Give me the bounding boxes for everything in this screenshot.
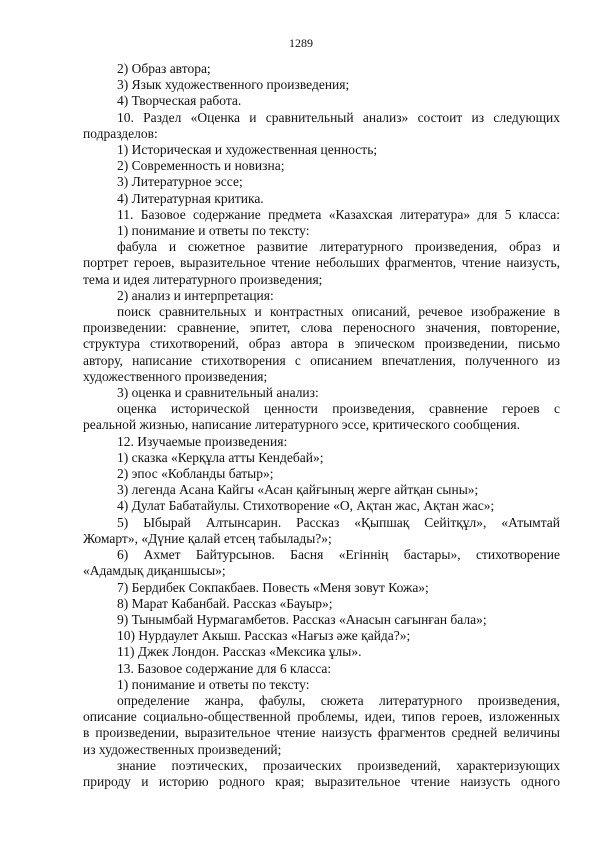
text-line: 3) легенда Асана Кайгы «Асан қайғының жерге айтқан сыны»; <box>117 482 479 498</box>
text-line: 1) Историческая и художественная ценность; <box>117 142 378 158</box>
text-line: 3) Язык художественного произведения; <box>117 77 350 93</box>
text-line: фабула и сюжетное развитие литературного произведения, образ и <box>117 239 560 255</box>
text-line: 3) Литературное эссе; <box>117 174 243 190</box>
text-line: портрет героев, выразительное чтение небольших фрагментов, чтение наизусть, <box>83 255 560 271</box>
text-line: 10. Раздел «Оценка и сравнительный анализ» состоит из следующих <box>117 109 560 125</box>
text-line: знание поэтических, прозаических произведений, характеризующих <box>117 757 560 773</box>
text-line: структура стихотворений, образ автора в эпическом произведении, письмо <box>83 336 560 352</box>
text-line: автору, написание стихотворения с описанием впечатления, полученного из <box>83 352 560 368</box>
text-line: 8) Марат Кабанбай. Рассказ «Бауыр»; <box>117 595 333 611</box>
text-line: 9) Тынымбай Нурмагамбетов. Рассказ «Анасын сағынған бала»; <box>117 611 487 627</box>
text-line: 4) Дулат Бабатайулы. Стихотворение «О, Ақтан жас, Ақтан жас»; <box>117 498 495 514</box>
text-line: реальной жизнью, написание литературного эссе, критического сообщения. <box>83 417 520 433</box>
text-line: из художественных произведений; <box>83 741 282 757</box>
text-line: в произведении, выразительное чтение наизусть фрагментов средней величины <box>83 725 560 741</box>
text-line: 12. Изучаемые произведения: <box>117 433 288 449</box>
text-line: 2) эпос «Кобланды батыр»; <box>117 466 274 482</box>
text-line: 4) Творческая работа. <box>117 93 242 109</box>
text-line: художественного произведения; <box>83 368 268 384</box>
text-line: поиск сравнительных и контрастных описаний, речевое изображение в <box>117 304 560 320</box>
text-line: 11) Джек Лондон. Рассказ «Мексика ұлы». <box>117 644 362 660</box>
text-line: описание социально-общественной проблемы, идеи, типов героев, изложенных <box>83 709 560 725</box>
text-line: 13. Базовое содержание для 6 класса: <box>117 660 332 676</box>
text-line: 4) Литературная критика. <box>117 190 264 206</box>
text-line: 5) Ыбырай Алтынсарин. Рассказ «Қыпшақ Сейітқұл», «Атымтай <box>117 514 560 530</box>
document-body <box>83 61 560 790</box>
text-line: 2) Образ автора; <box>117 61 211 76</box>
text-line: тема и идея литературного произведения; <box>83 271 323 287</box>
text-line: произведении: сравнение, эпитет, слова переносного значения, повторение, <box>83 320 560 336</box>
text-line: 11. Базовое содержание предмета «Казахская литература» для 5 класса: <box>117 206 560 222</box>
text-line: Жомарт», «Дүние қалай етсең табылады?»; <box>83 530 332 546</box>
text-line: 1) сказка «Керқұла атты Кендебай»; <box>117 449 324 465</box>
text-line: 1) понимание и ответы по тексту: <box>117 223 310 239</box>
text-line: 6) Ахмет Байтурсынов. Басня «Егіннің бастары», стихотворение <box>117 547 560 563</box>
text-line: 7) Бердибек Сокпакбаев. Повесть «Меня зовут Кожа»; <box>117 579 429 595</box>
text-line: определение жанра, фабулы, сюжета литературного произведения, <box>117 692 560 708</box>
page-number: 1289 <box>289 36 313 50</box>
text-line: 3) оценка и сравнительный анализ: <box>117 385 319 401</box>
text-line: «Адамдық диқаншысы»; <box>83 563 226 579</box>
text-line: подразделов: <box>83 125 158 141</box>
text-line: оценка исторической ценности произведения, сравнение героев с <box>117 401 560 417</box>
text-line: природу и историю родного края; выразительное чтение наизусть одного <box>83 773 560 789</box>
text-line: 2) Современность и новизна; <box>117 158 285 174</box>
text-line: 10) Нурдаулет Акыш. Рассказ «Нағыз әже қайда?»; <box>117 628 411 644</box>
text-line: 1) понимание и ответы по тексту: <box>117 676 310 692</box>
text-line: 2) анализ и интерпретация: <box>117 287 274 303</box>
